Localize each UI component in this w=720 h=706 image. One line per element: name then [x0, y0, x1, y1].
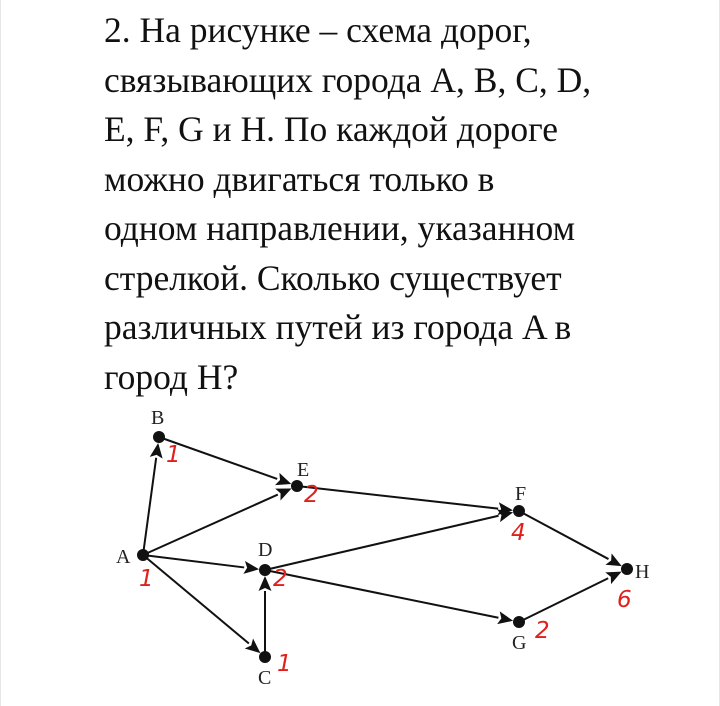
node-label-a: A [116, 546, 131, 568]
edge-line [143, 555, 249, 644]
arrowhead-icon [243, 561, 259, 574]
node-label-f: F [515, 483, 527, 505]
edge-line [519, 578, 608, 622]
node-label-c: C [258, 667, 272, 689]
path-count-g: 2 [535, 618, 550, 644]
node-label-g: G [512, 632, 527, 654]
edge-line [297, 486, 498, 509]
city-node-b [153, 431, 165, 443]
path-count-f: 4 [511, 520, 526, 546]
problem-line: можно двигаться только в [104, 158, 495, 199]
path-count-d: 2 [273, 566, 288, 592]
edge-line [265, 570, 498, 618]
edge-line [143, 458, 156, 555]
problem-line: связывающих города A, B, C, D, [104, 59, 592, 100]
city-node-e [291, 480, 303, 492]
edge-line [143, 555, 244, 567]
arrowhead-icon [259, 576, 272, 591]
city-node-g [513, 616, 525, 628]
problem-line: стрелкой. Сколько существует [104, 257, 562, 298]
edge-line [265, 516, 499, 570]
city-node-c [259, 651, 271, 663]
path-count-h: 6 [617, 587, 632, 613]
edge-g-to-h [519, 572, 622, 622]
problem-line: различных путей из города A в [104, 307, 572, 347]
path-count-b: 1 [166, 442, 181, 468]
edge-a-to-d [143, 555, 259, 574]
problem-line: город H? [104, 356, 239, 397]
edge-c-to-d [259, 576, 272, 657]
edge-d-to-g [265, 570, 513, 624]
arrowhead-icon [150, 443, 163, 459]
edge-a-to-b [143, 443, 163, 555]
path-count-e: 2 [304, 482, 319, 508]
problem-line: 2. На рисунке – схема дорог, [104, 10, 532, 50]
city-node-h [621, 563, 633, 575]
city-node-d [259, 564, 271, 576]
edge-line [519, 511, 608, 559]
node-label-b: B [151, 407, 165, 429]
edge-a-to-c [143, 555, 260, 653]
path-count-c: 1 [277, 651, 292, 677]
arrowhead-icon [275, 473, 291, 485]
graph-nodes [137, 431, 633, 663]
city-node-a [137, 549, 149, 561]
node-label-d: D [258, 539, 273, 561]
arrowhead-icon [497, 611, 513, 624]
path-count-a: 1 [139, 566, 154, 592]
problem-line: E, F, G и H. По каждой дороге [104, 109, 558, 149]
node-label-h: H [635, 561, 650, 583]
edge-e-to-f [297, 486, 513, 515]
problem-line: одном направлении, указанном [104, 208, 576, 248]
city-node-f [513, 505, 525, 517]
node-label-e: E [297, 459, 310, 481]
graph-edges [143, 437, 622, 657]
edge-f-to-h [519, 511, 622, 566]
edge-d-to-f [265, 509, 513, 570]
